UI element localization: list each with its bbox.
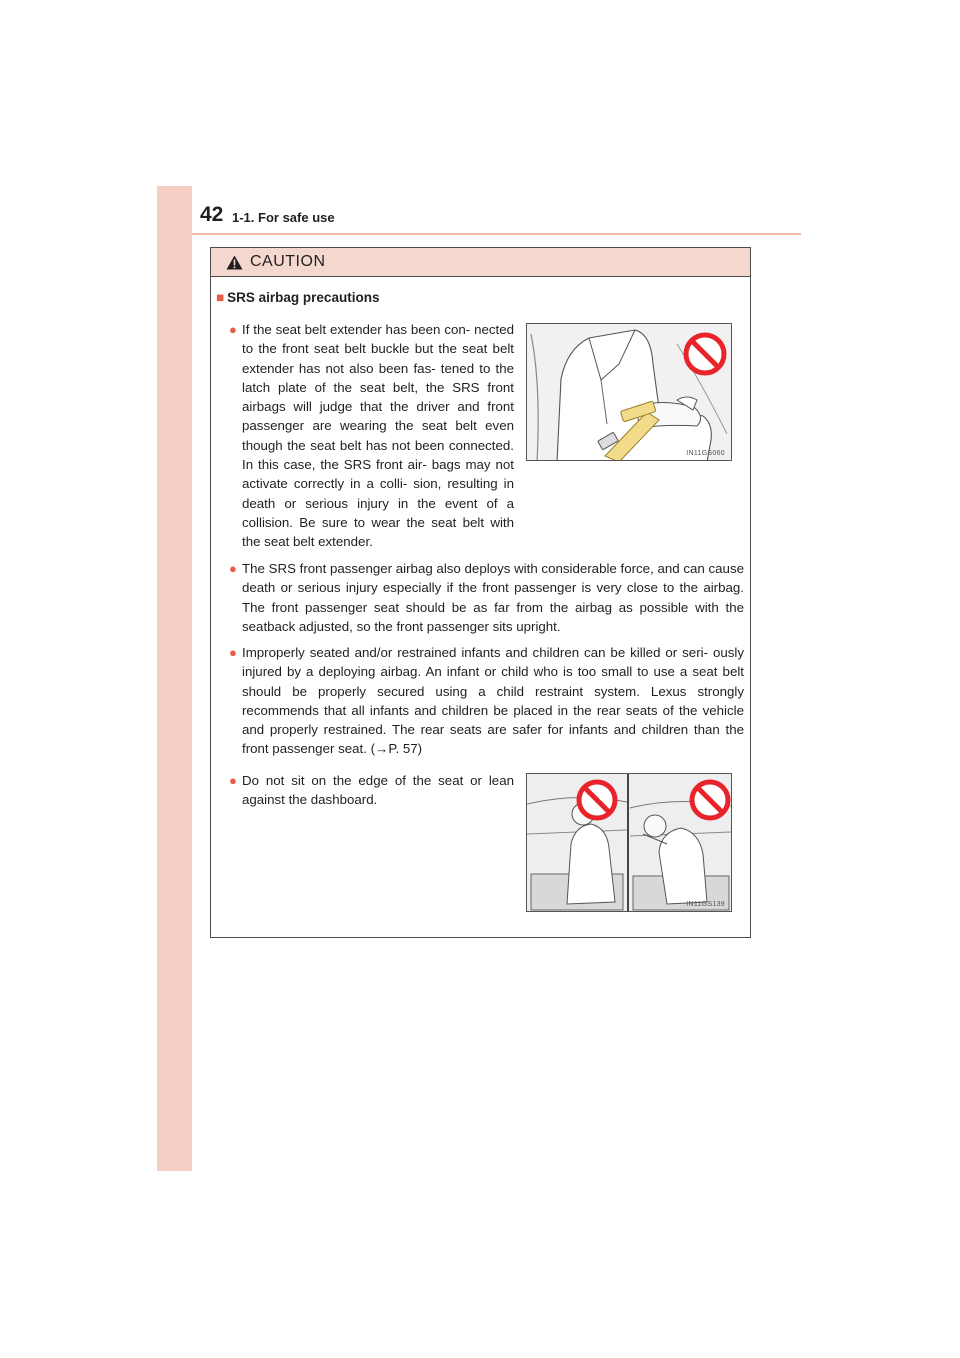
section-title: 1-1. For safe use [232,210,335,225]
list-item [229,643,744,759]
caution-header [211,248,750,277]
list-item-text: The SRS front passenger airbag also deploys with considerable force, and can cause death or serious injury especially if the front passenger is very close to the airbag. The front passenger seat should be as far from the airbag as possible with the seatback adjusted, so the front passenger sits upright. [242,561,744,634]
page-number: 42 [200,203,224,226]
square-bullet-icon: ■ [216,290,225,305]
seat-belt-extender-illustration [526,323,732,461]
chapter-side-tab [157,186,192,1171]
bullet-dot-icon: ● [229,561,237,576]
bullet-dot-icon: ● [229,322,237,337]
bullet-dot-icon: ● [229,773,237,788]
caution-label: CAUTION [250,253,326,270]
bullet-dot-icon: ● [229,645,237,660]
illustration-code: IN11GS139 [686,901,725,908]
list-item-text: Do not sit on the edge of the seat or lean against the dashboard. [242,773,514,808]
seating-position-illustration [526,773,732,912]
list-item-text: If the seat belt extender has been con- nected to the front seat belt buckle but the seat belt extender has not also been fas- tened to the latch plate of the seat belt, the SRS front airbags will judge that the driver and front passenger are wearing the seat belt even though the seat belt has not been connected. In this case, the SRS front air- bags may not activate correctly in a colli- sion, resulting in death or serious injury in the event of a collision. Be sure to wear the seat belt with the seat belt extender. [242,322,514,550]
list-item [229,771,514,810]
warning-triangle-icon [226,255,243,270]
illustration-code: IN11GS060 [686,450,725,457]
list-item [229,559,744,636]
list-item [229,320,514,552]
header-divider [192,233,801,235]
section-heading [216,289,379,307]
heading-text: SRS airbag precautions [227,290,380,305]
list-item-text: Improperly seated and/or restrained infants and children can be killed or seri- ously injured by a deploying airbag. An infant or child who is too small to use a seat belt should be properly secured using a child restraint system. Lexus strongly recommends that all infants and children be placed in the rear seats of the vehicle and properly restrained. The rear seats are safer for infants and children than the front passenger seat. (→P. 57) [242,645,744,757]
